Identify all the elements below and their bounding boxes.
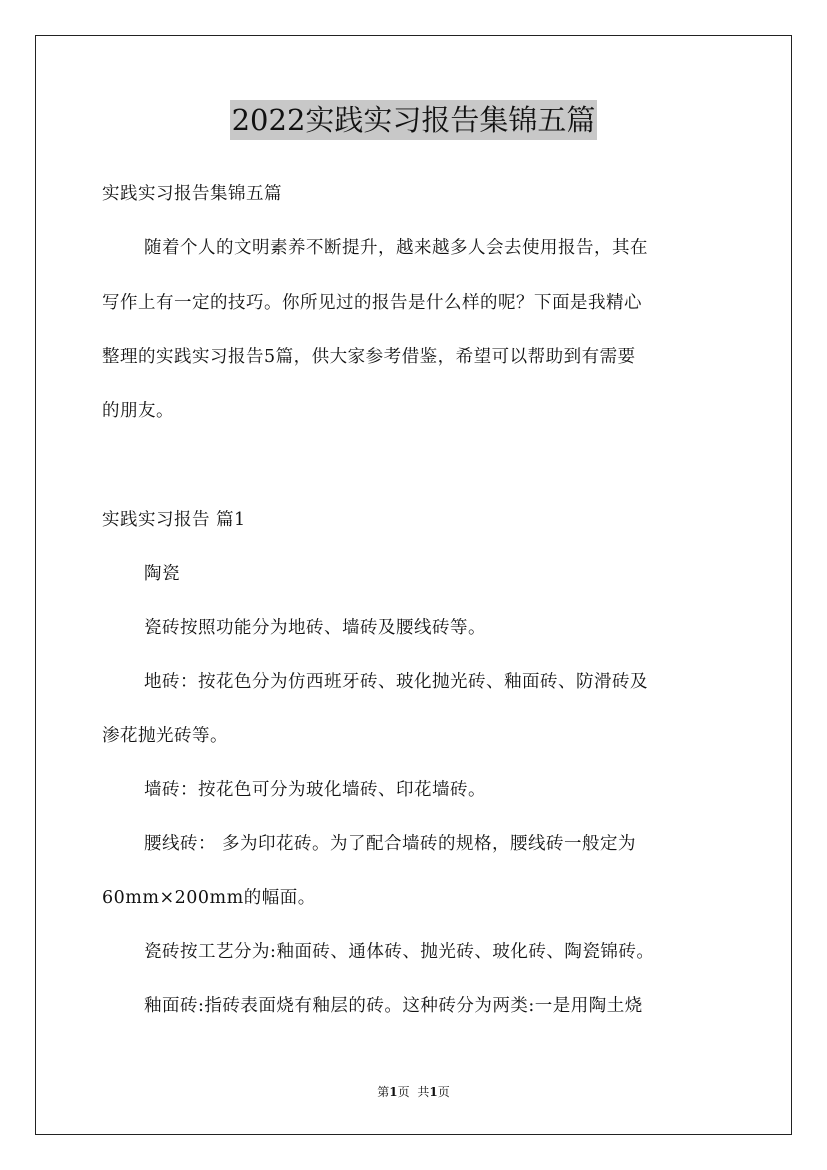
body-line-5: 墙砖：按花色可分为玻化墙砖、印花墙砖。	[144, 780, 486, 800]
body-line-8: 瓷砖按工艺分为:釉面砖、通体砖、抛光砖、玻化砖、陶瓷锦砖。	[144, 942, 655, 962]
section-heading: 实践实习报告 篇1	[102, 510, 246, 530]
body-line-9: 釉面砖:指砖表面烧有釉层的砖。这种砖分为两类:一是用陶土烧	[144, 996, 643, 1016]
title-container	[0, 100, 827, 140]
footer-total-suffix: 页	[437, 1085, 450, 1099]
body-line-4: 渗花抛光砖等。	[102, 726, 228, 746]
body-line-6: 腰线砖： 多为印花砖。为了配合墙砖的规格，腰线砖一般定为	[144, 834, 637, 854]
intro-line-3: 整理的实践实习报告5篇，供大家参考借鉴，希望可以帮助到有需要	[102, 347, 636, 367]
body-line-7: 60mm×200mm的幅面。	[102, 888, 316, 908]
body-line-3: 地砖：按花色分为仿西班牙砖、玻化抛光砖、釉面砖、防滑砖及	[144, 672, 648, 692]
footer-page-prefix: 第	[377, 1085, 390, 1099]
footer-page-number: 1	[389, 1085, 398, 1099]
intro-line-1: 随着个人的文明素养不断提升，越来越多人会去使用报告，其在	[144, 238, 648, 258]
footer-page-suffix: 页	[397, 1085, 410, 1099]
intro-line-2: 写作上有一定的技巧。你所见过的报告是什么样的呢？下面是我精心	[102, 293, 642, 313]
document-title: 2022实践实习报告集锦五篇	[230, 100, 598, 140]
page-footer	[0, 1084, 827, 1100]
footer-total-prefix: 共	[417, 1085, 430, 1099]
body-line-1: 陶瓷	[144, 564, 180, 584]
footer-total-number: 1	[429, 1085, 438, 1099]
document-subtitle: 实践实习报告集锦五篇	[102, 184, 282, 204]
body-line-2: 瓷砖按照功能分为地砖、墙砖及腰线砖等。	[144, 618, 486, 638]
intro-line-4: 的朋友。	[102, 401, 174, 421]
